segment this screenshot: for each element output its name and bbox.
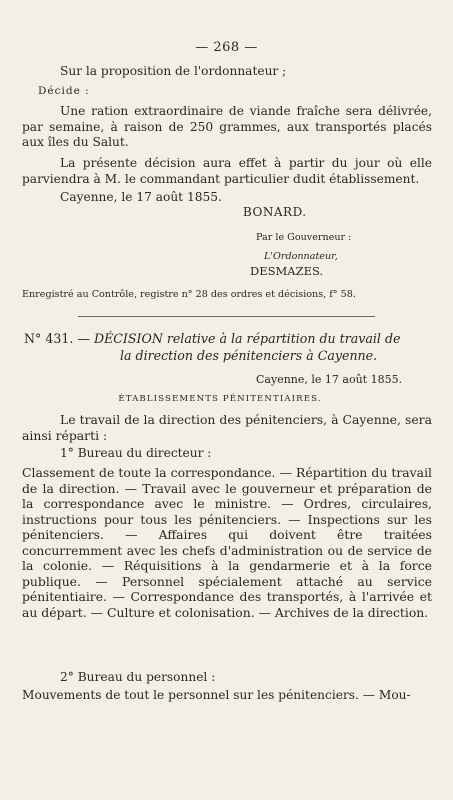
decision1-decide-label: Décide : bbox=[38, 85, 90, 97]
bureau2-heading: 2° Bureau du personnel : bbox=[60, 670, 216, 684]
bureau2-text: Mouvements de tout le personnel sur les pénitenciers. — Mou- bbox=[22, 688, 411, 702]
bureau1-text: Classement de toute la correspondance. — Répartition du travail de la direction. — Travail avec le gouverneur et préparation de la correspondance avec le ministre. — Ordres, circulaires, instructions pour tous les pénitenciers. — Inspections sur les pénitenciers. — Affaires qui doivent être traitées concurremment avec les chefs d'administration ou de service de la colonie. — Réquisitions à la gendarmerie et à la force publique. — Personnel spécialement attaché au service pénitentiaire. — Correspondance des transportés, à l'arrivée et au départ. — Culture et colonisation. — Archives de la direction. bbox=[22, 465, 432, 620]
section-heading: ÉTABLISSEMENTS PÉNITENTIAIRES. bbox=[118, 394, 322, 404]
decision1-para1: Une ration extraordinaire de viande fraîche sera délivrée, par semaine, à raison de 250 grammes, aux transportés placés aux îles du Salut. bbox=[22, 104, 432, 149]
decision1-para2: La présente décision aura effet à partir du jour où elle parviendra à M. le commandant particulier dudit établissement. bbox=[22, 156, 432, 186]
registration-note: Enregistré au Contrôle, registre n° 28 des ordres et décisions, f° 58. bbox=[22, 289, 356, 300]
decision-title-line2: la direction des pénitenciers à Cayenne. bbox=[120, 348, 378, 363]
decision2-intro: Le travail de la direction des pénitenciers, à Cayenne, sera ainsi réparti : bbox=[22, 412, 432, 443]
par-le-gouverneur: Par le Gouverneur : bbox=[256, 232, 352, 243]
page-number: — 268 — bbox=[195, 40, 258, 55]
decision-number: N° 431. bbox=[24, 331, 74, 346]
decision1-intro: Sur la proposition de l'ordonnateur ; bbox=[60, 64, 287, 78]
decision1-countersigner: DESMAZES. bbox=[250, 264, 324, 278]
decision2-title bbox=[22, 330, 432, 364]
decision1-date: Cayenne, le 17 août 1855. bbox=[60, 190, 222, 204]
section-divider bbox=[78, 316, 375, 317]
decision1-signer: BONARD. bbox=[243, 205, 307, 219]
bureau1-heading: 1° Bureau du directeur : bbox=[60, 446, 212, 460]
decision2-date: Cayenne, le 17 août 1855. bbox=[256, 373, 403, 386]
ordonnateur-role: L'Ordonnateur, bbox=[264, 251, 338, 262]
decision-title-line1: — DÉCISION relative à la répartition du travail de bbox=[77, 331, 401, 346]
